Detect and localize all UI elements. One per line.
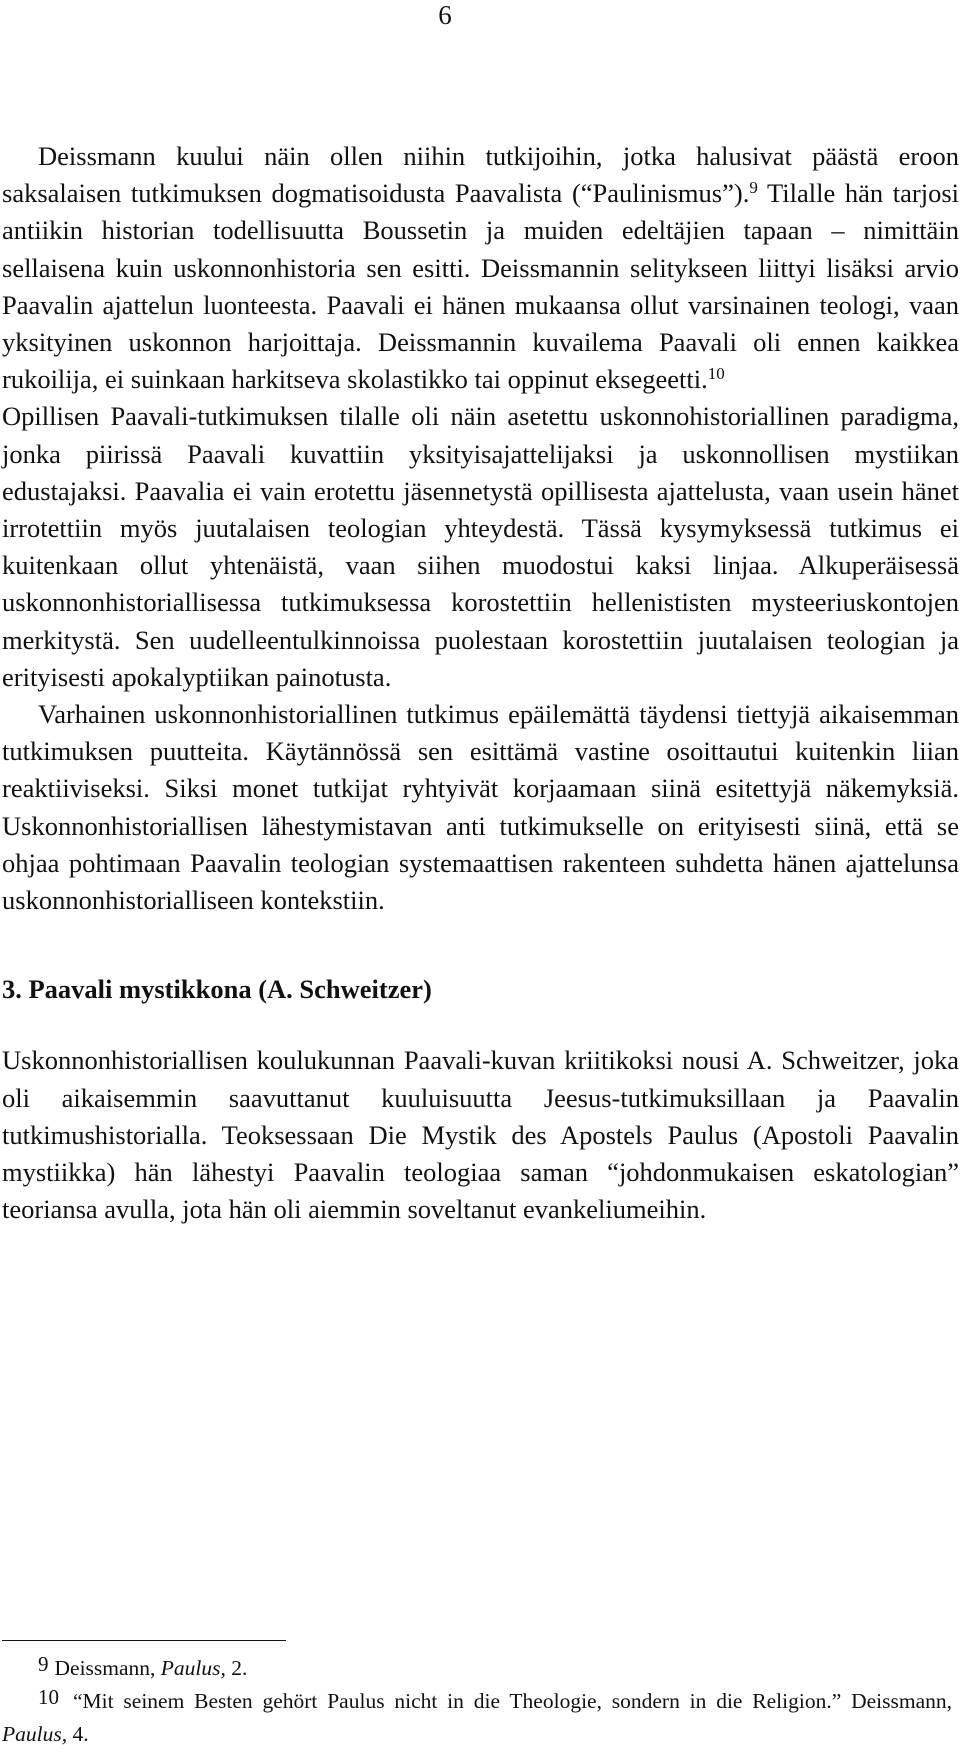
footnote-quote: “Mit seinem Besten gehört Paulus nicht in die Theologie, sondern in die Religion.” Deissmann, <box>73 1689 952 1713</box>
footnote-number: 10 <box>38 1685 59 1709</box>
footnote-9 <box>2 1652 952 1685</box>
section-heading: 3. Paavali mystikkona (A. Schweitzer) <box>2 974 432 1005</box>
body-text <box>2 138 959 1228</box>
section-paragraph: Uskonnonhistoriallisen koulukunnan Paavali-kuvan kriitikoksi nousi A. Schweitzer, joka oli aikaisemmin saavuttanut kuuluisuutta Jeesus-tutkimuksillaan ja Paavalin tutkimushistorialla. Teoksessaan Die Mystik des Apostels Paulus (Apostoli Paavalin mystiikka) hän lähestyi Paavalin teologiaa saman “johdonmukaisen eskatologian” teoriansa avulla, jota hän oli aiemmin soveltanut evankeliumeihin. <box>2 1045 959 1225</box>
footnote-author: Deissmann, <box>54 1656 161 1680</box>
page-number: 6 <box>438 0 452 30</box>
footnote-page: 2. <box>225 1656 248 1680</box>
paragraph-2: Opillisen Paavali-tutkimuksen tilalle oli näin asetettu uskonnohistoriallinen paradigma, jonka piirissä Paavali kuvattiin yksityisajattelijaksi ja uskonnollisen mystiikan edustajaksi. Paavalia ei vain erotettu jäsennetystä opillisesta ajattelusta, vaan usein hänet irrotettiin myös juutalaisen teologian yhteydestä. Tässä kysymyksessä tutkimus ei kuitenkaan ollut yhtenäistä, vaan siihen muodostui kaksi linjaa. Alkuperäisessä uskonnonhistoriallisessa tutkimuksessa korostettiin hellenististen mysteeriuskontojen merkitystä. Sen uudelleentulkinnoissa puolestaan korostettiin juutalaisen teologian ja erityisesti apokalyptiikan painotusta. <box>2 401 959 692</box>
footnotes <box>2 1652 952 1751</box>
footnote-divider <box>2 1640 286 1641</box>
footnote-ref-9: 9 <box>749 178 758 198</box>
footnote-10 <box>2 1685 952 1751</box>
footnote-title: Paulus, <box>2 1722 68 1746</box>
paragraph-1-text-b: Tilalle hän tarjosi antiikin historian todellisuutta Boussetin ja muiden edeltäjien tapaan – nimittäin sellaisena kuin uskonnonhistoria sen esitti. Deissmannin selitykseen liittyi lisäksi arvio Paavalin ajattelun luonteesta. Paavali ei hänen mukaansa ollut varsinainen teologi, vaan yksityinen uskonnon harjoittaja. Deissmannin kuvailema Paavali oli ennen kaikkea rukoilija, ei suinkaan harkitseva skolastikko tai oppinut eksegeetti. <box>2 178 959 395</box>
footnote-title: Paulus, <box>160 1656 226 1680</box>
footnote-page: 4. <box>67 1722 89 1746</box>
paragraph-3: Varhainen uskonnonhistoriallinen tutkimus epäilemättä täydensi tiettyjä aikaisemman tutkimuksen puutteita. Käytännössä sen esittämä vastine osoittautui kuitenkin liian reaktiiviseksi. Siksi monet tutkijat ryhtyivät korjaamaan siinä esitettyjä näkemyksiä. Uskonnonhistoriallisen lähestymistavan anti tutkimukselle on erityisesti siinä, että se ohjaa pohtimaan Paavalin teologian systemaattisen rakenteen suhdetta hänen ajattelunsa uskonnonhistorialliseen kontekstiin. <box>2 699 959 916</box>
paragraph-1-text-a: Deissmann kuului näin ollen niihin tutkijoihin, jotka halusivat päästä eroon saksalaisen tutkimuksen dogmatisoidusta Paavalista (“Paulinismus”). <box>2 141 959 209</box>
footnote-number: 9 <box>38 1652 49 1676</box>
paragraph-1 <box>2 138 959 398</box>
footnote-ref-10: 10 <box>707 364 725 384</box>
